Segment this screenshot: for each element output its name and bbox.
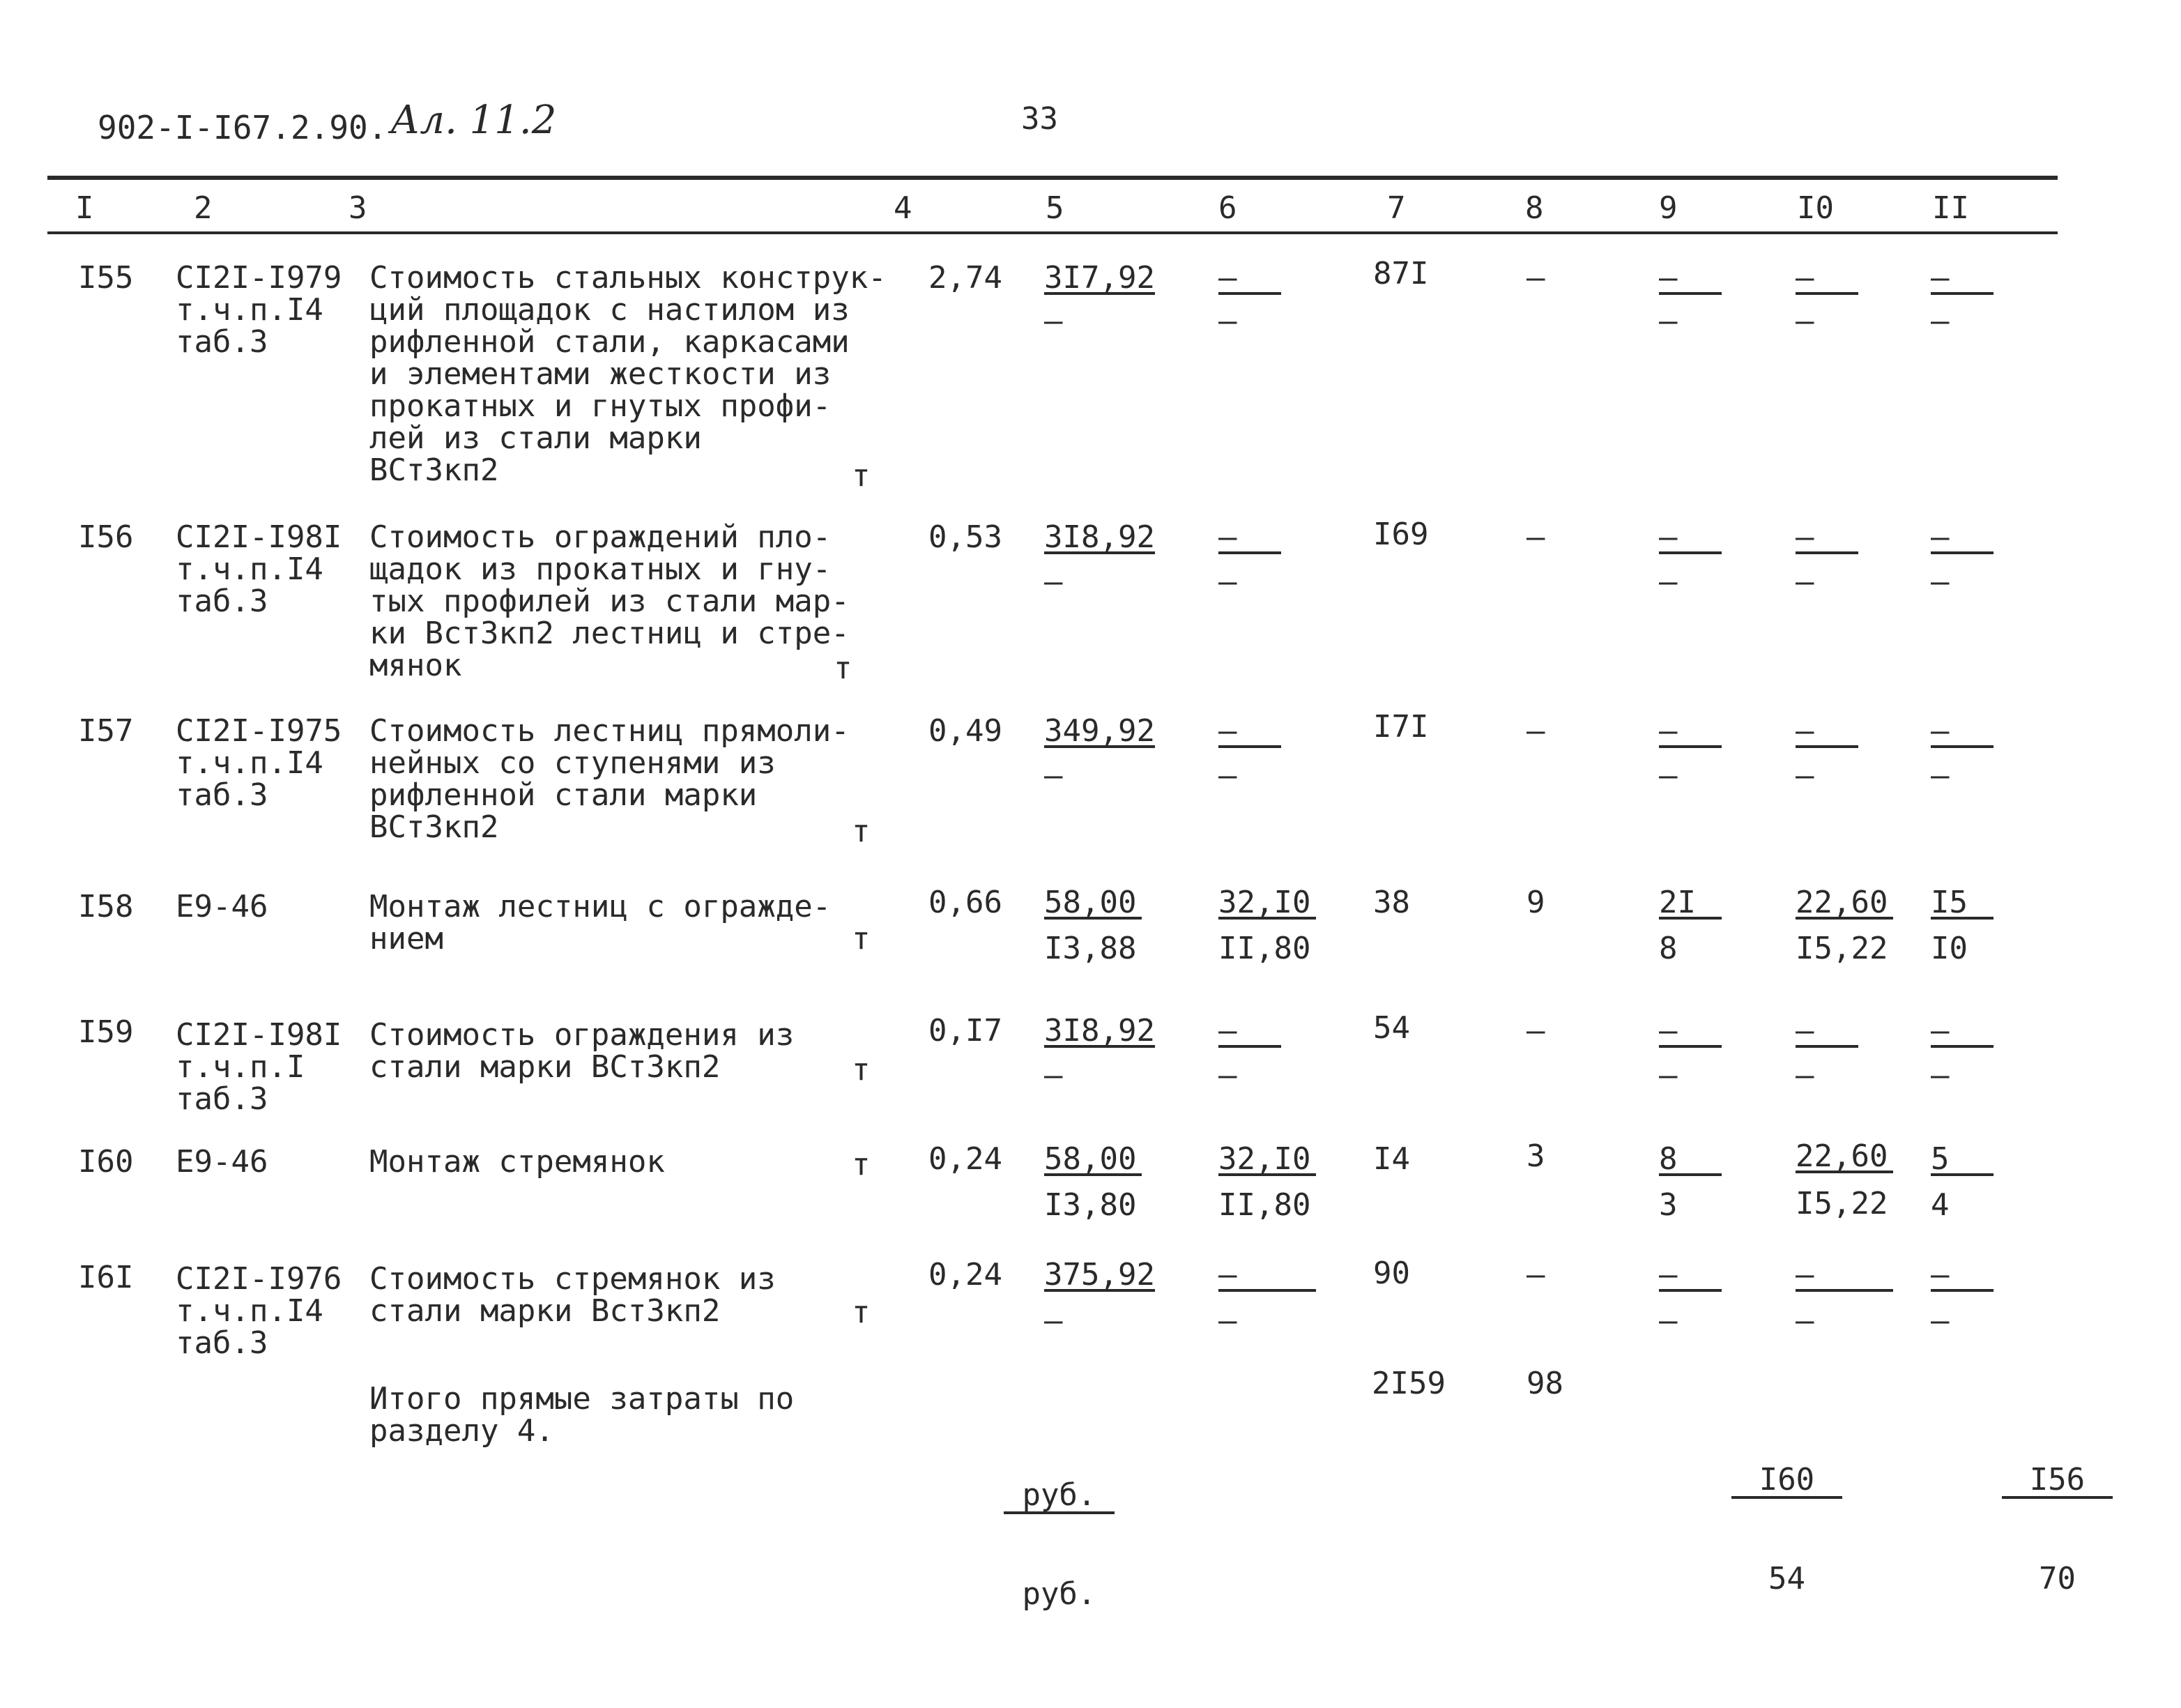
- total-cost: 2I59: [1372, 1366, 1446, 1401]
- machine-cost: –: [1218, 264, 1281, 295]
- code-line: таб.3: [176, 1081, 268, 1117]
- unit-price-wages: –: [1044, 1058, 1063, 1093]
- machine-cost: –: [1218, 524, 1281, 554]
- unit-price: 3I8,92: [1044, 1013, 1155, 1049]
- table-top-rule: [47, 176, 2058, 180]
- total-desc-line: Итого прямые затраты по: [369, 1381, 795, 1417]
- machine-wages: –: [1218, 303, 1237, 339]
- code-line: таб.3: [176, 777, 268, 813]
- col-9: –: [1659, 524, 1722, 554]
- desc-line: ций площадок с настилом из: [369, 292, 850, 328]
- col-header-6: 6: [1218, 190, 1237, 226]
- quantity: 0,53: [928, 519, 1002, 555]
- total-col-11: $\frac{I56}{70}$: [2002, 1400, 2113, 1659]
- col-10: –: [1796, 524, 1858, 554]
- unit: т: [852, 1147, 871, 1182]
- unit: т: [852, 1052, 871, 1088]
- row-number: I58: [78, 889, 134, 924]
- unit-price-wages: –: [1044, 758, 1063, 793]
- code-line: CI2I-I979: [176, 260, 342, 296]
- col-header-1: I: [75, 190, 94, 226]
- col-10-sub: –: [1796, 758, 1814, 793]
- code-line: т.ч.п.I4: [176, 551, 323, 587]
- col-10: 22,60: [1796, 1143, 1893, 1173]
- row-number: I60: [78, 1144, 134, 1180]
- machine-cost: –: [1218, 1017, 1281, 1048]
- document-number: 902-I-I67.2.90.: [98, 109, 388, 146]
- unit-price: 3I7,92: [1044, 260, 1155, 296]
- machine-wages: –: [1218, 1058, 1237, 1093]
- col-9-sub: 3: [1659, 1187, 1678, 1223]
- code-line: т.ч.п.I4: [176, 745, 323, 781]
- col-10-sub: –: [1796, 564, 1814, 600]
- col-header-2: 2: [194, 190, 213, 226]
- unit-price: 58,00: [1044, 889, 1142, 920]
- machine-cost: –: [1218, 717, 1281, 748]
- col-10: –: [1796, 264, 1858, 295]
- quantity: 0,66: [928, 885, 1002, 920]
- unit: т: [852, 458, 871, 494]
- col-8: –: [1526, 1013, 1545, 1049]
- code-line: CI2I-I976: [176, 1261, 342, 1297]
- col-9: 8: [1659, 1145, 1722, 1176]
- header-bottom-rule: [47, 231, 2058, 234]
- col-11-sub: –: [1931, 758, 1950, 793]
- col-11-sub: –: [1931, 1058, 1950, 1093]
- col-header-7: 7: [1387, 190, 1406, 226]
- unit-price: 349,92: [1044, 713, 1155, 749]
- unit-price: 375,92: [1044, 1257, 1155, 1293]
- col-8: –: [1526, 260, 1545, 296]
- sheet-reference: Ал. 11.2: [390, 98, 557, 143]
- col-11-sub: I0: [1931, 931, 1968, 966]
- desc-line: ки ВстЗкп2 лестниц и стре-: [369, 616, 850, 651]
- col-10-sub: –: [1796, 1058, 1814, 1093]
- code-line: т.ч.п.I4: [176, 292, 323, 328]
- total-cost: I7I: [1373, 709, 1429, 745]
- row-number: I56: [78, 519, 134, 555]
- code-line: E9-46: [176, 889, 268, 924]
- code-line: т.ч.п.I4: [176, 1293, 323, 1329]
- code-line: CI2I-I98I: [176, 519, 342, 555]
- col-10: –: [1796, 1261, 1893, 1292]
- quantity: 2,74: [928, 260, 1002, 296]
- desc-line: мянок: [369, 648, 462, 683]
- unit-price-wages: I3,80: [1044, 1187, 1137, 1223]
- machine-wages: –: [1218, 1303, 1237, 1339]
- desc-line: Стоимость лестниц прямоли-: [369, 713, 850, 749]
- row-number: I6I: [78, 1260, 134, 1295]
- code-line: CI2I-I975: [176, 713, 342, 749]
- col-10-sub: –: [1796, 1303, 1814, 1339]
- machine-wages: –: [1218, 758, 1237, 793]
- col-11: –: [1931, 524, 1993, 554]
- desc-line: прокатных и гнутых профи-: [369, 388, 832, 424]
- total-col-8: 98: [1526, 1366, 1563, 1401]
- desc-line: Стоимость ограждения из: [369, 1017, 795, 1053]
- desc-line: нием: [369, 921, 443, 956]
- unit-price: 3I8,92: [1044, 519, 1155, 555]
- quantity: 0,49: [928, 713, 1002, 749]
- col-8: –: [1526, 519, 1545, 555]
- col-8: –: [1526, 713, 1545, 749]
- unit-price-wages: –: [1044, 1303, 1063, 1339]
- total-cost: I69: [1373, 517, 1429, 552]
- desc-line: тых профилей из стали мар-: [369, 584, 850, 619]
- col-header-3: 3: [349, 190, 367, 226]
- col-9-sub: 8: [1659, 931, 1678, 966]
- col-11: –: [1931, 1017, 1993, 1048]
- unit-price: 58,00: [1044, 1145, 1142, 1176]
- col-9: –: [1659, 1017, 1722, 1048]
- desc-line: щадок из прокатных и гну-: [369, 551, 832, 587]
- code-line: т.ч.п.I: [176, 1049, 305, 1085]
- col-header-11: II: [1932, 190, 1969, 226]
- desc-line: Монтаж лестниц с огражде-: [369, 889, 832, 924]
- desc-line: Стоимость стальных конструк-: [369, 260, 887, 296]
- col-10-sub: I5,22: [1796, 1186, 1888, 1221]
- col-8: –: [1526, 1257, 1545, 1293]
- total-desc-line: разделу 4.: [369, 1413, 554, 1449]
- machine-wages: II,80: [1218, 1187, 1311, 1223]
- col-11: I5: [1931, 889, 1993, 920]
- col-10: 22,60: [1796, 889, 1893, 920]
- desc-line: рифленной стали марки: [369, 777, 758, 813]
- unit: т: [834, 650, 852, 686]
- page-number: 33: [1021, 101, 1058, 137]
- col-9-sub: –: [1659, 1303, 1678, 1339]
- desc-line: рифленной стали, каркасами: [369, 324, 850, 360]
- code-line: таб.3: [176, 1325, 268, 1361]
- quantity: 0,24: [928, 1141, 1002, 1177]
- col-10: –: [1796, 717, 1858, 748]
- code-line: CI2I-I98I: [176, 1017, 342, 1053]
- col-9: –: [1659, 1261, 1722, 1292]
- unit-price-wages: –: [1044, 303, 1063, 339]
- col-9: 2I: [1659, 889, 1722, 920]
- col-11: 5: [1931, 1145, 1993, 1176]
- col-9-sub: –: [1659, 758, 1678, 793]
- machine-cost: 32,I0: [1218, 889, 1316, 920]
- col-9-sub: –: [1659, 564, 1678, 600]
- desc-line: ВСтЗкп2: [369, 809, 499, 845]
- col-11: –: [1931, 717, 1993, 748]
- col-header-4: 4: [894, 190, 912, 226]
- desc-line: нейных со ступенями из: [369, 745, 776, 781]
- desc-line: и элементами жесткости из: [369, 356, 832, 392]
- code-line: таб.3: [176, 324, 268, 360]
- col-header-5: 5: [1046, 190, 1064, 226]
- code-line: E9-46: [176, 1144, 268, 1180]
- col-11-sub: –: [1931, 303, 1950, 339]
- col-9-sub: –: [1659, 1058, 1678, 1093]
- col-11-sub: 4: [1931, 1187, 1950, 1223]
- row-number: I55: [78, 260, 134, 296]
- col-9: –: [1659, 717, 1722, 748]
- desc-line: лей из стали марки: [369, 420, 702, 456]
- unit-price-wages: –: [1044, 564, 1063, 600]
- col-10: –: [1796, 1017, 1858, 1048]
- machine-cost: 32,I0: [1218, 1145, 1316, 1176]
- row-number: I59: [78, 1014, 134, 1050]
- total-cost: 90: [1373, 1256, 1410, 1291]
- code-line: таб.3: [176, 584, 268, 619]
- col-11-sub: –: [1931, 1303, 1950, 1339]
- col-10-sub: –: [1796, 303, 1814, 339]
- col-header-10: I0: [1797, 190, 1834, 226]
- total-cost: 38: [1373, 885, 1410, 920]
- row-number: I57: [78, 713, 134, 749]
- col-8: 9: [1526, 885, 1545, 920]
- desc-line: стали марки ВстЗкп2: [369, 1293, 721, 1329]
- total-cost: I4: [1373, 1141, 1410, 1177]
- unit: т: [852, 814, 871, 849]
- col-8: 3: [1526, 1138, 1545, 1174]
- unit: т: [852, 1295, 871, 1330]
- col-11: –: [1931, 1261, 1993, 1292]
- col-11-sub: –: [1931, 564, 1950, 600]
- unit-price-wages: I3,88: [1044, 931, 1137, 966]
- col-header-8: 8: [1525, 190, 1544, 226]
- desc-line: Стоимость стремянок из: [369, 1261, 776, 1297]
- desc-line: Стоимость ограждений пло-: [369, 519, 832, 555]
- col-10-sub: I5,22: [1796, 931, 1888, 966]
- col-9: –: [1659, 264, 1722, 295]
- desc-line: ВСтЗкп2: [369, 452, 499, 488]
- desc-line: стали марки ВСтЗкп2: [369, 1049, 721, 1085]
- total-unit: $\frac{\text{руб.}}{\text{руб.}}$: [1004, 1415, 1115, 1675]
- desc-line: Монтаж стремянок: [369, 1144, 665, 1180]
- col-header-9: 9: [1659, 190, 1678, 226]
- quantity: 0,I7: [928, 1013, 1002, 1049]
- unit: т: [852, 921, 871, 956]
- col-11: –: [1931, 264, 1993, 295]
- total-cost: 54: [1373, 1010, 1410, 1046]
- machine-wages: II,80: [1218, 931, 1311, 966]
- total-cost: 87I: [1373, 256, 1429, 291]
- total-col-9: $\frac{I60}{54}$: [1731, 1400, 1842, 1659]
- machine-cost: –: [1218, 1261, 1316, 1292]
- quantity: 0,24: [928, 1257, 1002, 1293]
- col-9-sub: –: [1659, 303, 1678, 339]
- machine-wages: –: [1218, 564, 1237, 600]
